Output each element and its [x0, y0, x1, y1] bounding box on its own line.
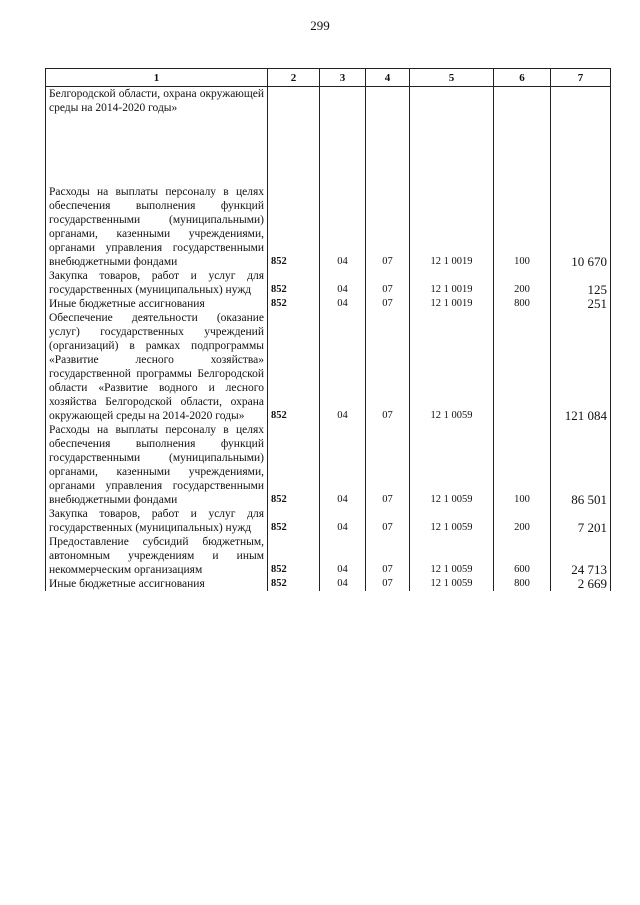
budget-table	[45, 68, 611, 591]
amount: 24 713	[551, 535, 611, 577]
section-code: 04	[320, 185, 366, 269]
ministry-code: 852	[268, 311, 320, 423]
amount: 121 084	[551, 311, 611, 423]
table-row	[46, 269, 611, 297]
column-header: 6	[494, 69, 551, 87]
ministry-code: 852	[268, 535, 320, 577]
subsection-code: 07	[366, 311, 410, 423]
expense-type-code: 200	[494, 269, 551, 297]
subsection-code: 07	[366, 423, 410, 507]
amount: 125	[551, 269, 611, 297]
column-header: 5	[410, 69, 494, 87]
ministry-code: 852	[268, 577, 320, 591]
ministry-code: 852	[268, 269, 320, 297]
amount: 7 201	[551, 507, 611, 535]
ministry-code: 852	[268, 185, 320, 269]
row-description: Расходы на выплаты персоналу в целях обеспечения выполнения функций государственными (муниципальными) органами, казенными учреждениями, органами управления государственными внебюджетными фондами	[46, 185, 268, 269]
ministry-code: 852	[268, 507, 320, 535]
target-article-code: 12 1 0059	[410, 423, 494, 507]
row-description: Иные бюджетные ассигнования	[46, 577, 268, 591]
row-description: Иные бюджетные ассигнования	[46, 297, 268, 311]
continuation-row	[46, 87, 611, 116]
ministry-code: 852	[268, 297, 320, 311]
spacer-row	[46, 115, 611, 185]
target-article-code: 12 1 0019	[410, 185, 494, 269]
row-description: Закупка товаров, работ и услуг для государственных (муниципальных) нужд	[46, 269, 268, 297]
expense-type-code: 100	[494, 185, 551, 269]
table-row	[46, 507, 611, 535]
section-code: 04	[320, 577, 366, 591]
section-code: 04	[320, 297, 366, 311]
table-header-row	[46, 69, 611, 87]
subsection-code: 07	[366, 269, 410, 297]
target-article-code: 12 1 0059	[410, 577, 494, 591]
subsection-code: 07	[366, 507, 410, 535]
target-article-code: 12 1 0059	[410, 535, 494, 577]
subsection-code: 07	[366, 185, 410, 269]
subsection-code: 07	[366, 577, 410, 591]
row-description: Предоставление субсидий бюджетным, автономным учреждениям и иным некоммерческим организациям	[46, 535, 268, 577]
subsection-code: 07	[366, 535, 410, 577]
section-code: 04	[320, 535, 366, 577]
table-row	[46, 185, 611, 269]
column-header: 7	[551, 69, 611, 87]
column-header: 3	[320, 69, 366, 87]
amount: 10 670	[551, 185, 611, 269]
row-description: Белгородской области, охрана окружающей среды на 2014-2020 годы»	[46, 87, 268, 116]
column-header: 2	[268, 69, 320, 87]
expense-type-code: 600	[494, 535, 551, 577]
expense-type-code: 200	[494, 507, 551, 535]
subsection-code: 07	[366, 297, 410, 311]
expense-type-code	[494, 311, 551, 423]
expense-type-code: 100	[494, 423, 551, 507]
table-row	[46, 423, 611, 507]
column-header: 1	[46, 69, 268, 87]
target-article-code: 12 1 0019	[410, 269, 494, 297]
table-row	[46, 297, 611, 311]
target-article-code: 12 1 0059	[410, 311, 494, 423]
table-row	[46, 535, 611, 577]
row-description: Закупка товаров, работ и услуг для государственных (муниципальных) нужд	[46, 507, 268, 535]
table-row	[46, 311, 611, 423]
section-code: 04	[320, 507, 366, 535]
section-code: 04	[320, 423, 366, 507]
amount: 251	[551, 297, 611, 311]
target-article-code: 12 1 0059	[410, 507, 494, 535]
amount: 2 669	[551, 577, 611, 591]
page-number: 299	[310, 18, 330, 33]
ministry-code: 852	[268, 423, 320, 507]
target-article-code: 12 1 0019	[410, 297, 494, 311]
column-header: 4	[366, 69, 410, 87]
expense-type-code: 800	[494, 577, 551, 591]
amount: 86 501	[551, 423, 611, 507]
row-description: Расходы на выплаты персоналу в целях обеспечения выполнения функций государственными (муниципальными) органами, казенными учреждениями, органами управления государственными внебюджетными фондами	[46, 423, 268, 507]
section-code: 04	[320, 311, 366, 423]
expense-type-code: 800	[494, 297, 551, 311]
table-row	[46, 577, 611, 591]
section-code: 04	[320, 269, 366, 297]
row-description: Обеспечение деятельности (оказание услуг) государственных учреждений (организаций) в рамках подпрограммы «Развитие лесного хозяйства» государственной программы Белгородской области «Развитие водного и лесного хозяйства Белгородской области, охрана окружающей среды на 2014-2020 годы»	[46, 311, 268, 423]
